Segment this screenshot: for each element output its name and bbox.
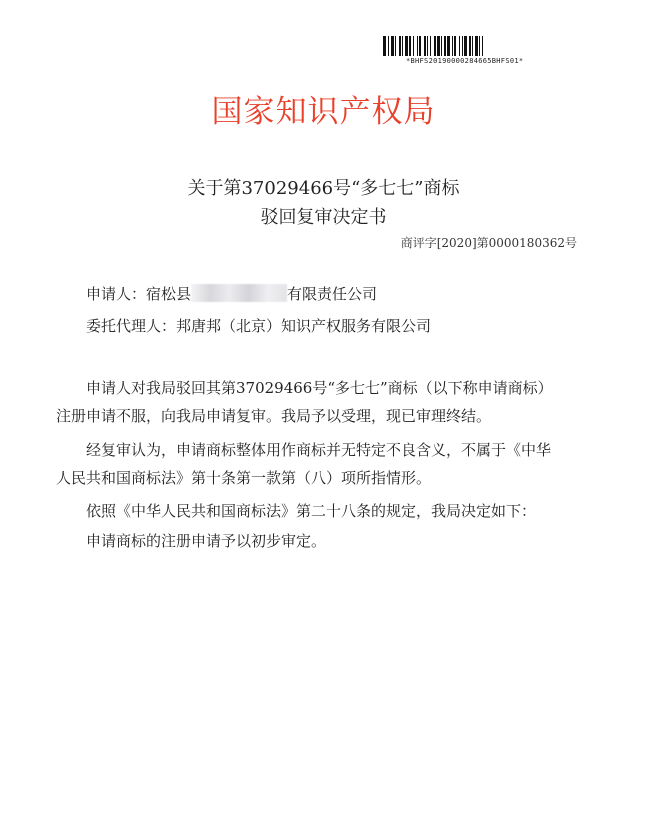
barcode <box>383 36 555 56</box>
applicant-line <box>86 284 377 304</box>
reference-number: 商评字[2020]第0000180362号 <box>400 236 577 250</box>
paragraph-3: 依照《中华人民共和国商标法》第二十八条的规定，我局决定如下： <box>86 502 537 520</box>
paragraph-1-line-2: 注册申请不服，向我局申请复审。我局予以受理，现已审理终结。 <box>56 407 492 425</box>
paragraph-2-line-1: 经复审认为，申请商标整体用作商标并无特定不良含义，不属于《中华 <box>86 441 552 459</box>
agent-line: 委托代理人：邦唐邦（北京）知识产权服务有限公司 <box>86 317 432 335</box>
barcode-bar <box>483 36 486 56</box>
applicant-label: 申请人：宿松县 <box>86 285 192 303</box>
redacted-block <box>191 284 287 302</box>
barcode-caption: *BHFS20190000284665BHFS01* <box>406 57 524 65</box>
applicant-suffix: 有限责任公司 <box>287 285 378 303</box>
paragraph-1-line-1: 申请人对我局驳回其第37029466号“多七七”商标（以下称申请商标） <box>86 379 553 397</box>
paragraph-2-line-2: 人民共和国商标法》第十条第一款第（八）项所指情形。 <box>56 469 432 487</box>
document-title-line1: 关于第37029466号“多七七”商标 <box>187 178 460 199</box>
document-title-line2: 驳回复审决定书 <box>260 207 387 228</box>
agency-title: 国家知识产权局 <box>211 94 436 130</box>
paragraph-4: 申请商标的注册申请予以初步审定。 <box>86 532 327 550</box>
